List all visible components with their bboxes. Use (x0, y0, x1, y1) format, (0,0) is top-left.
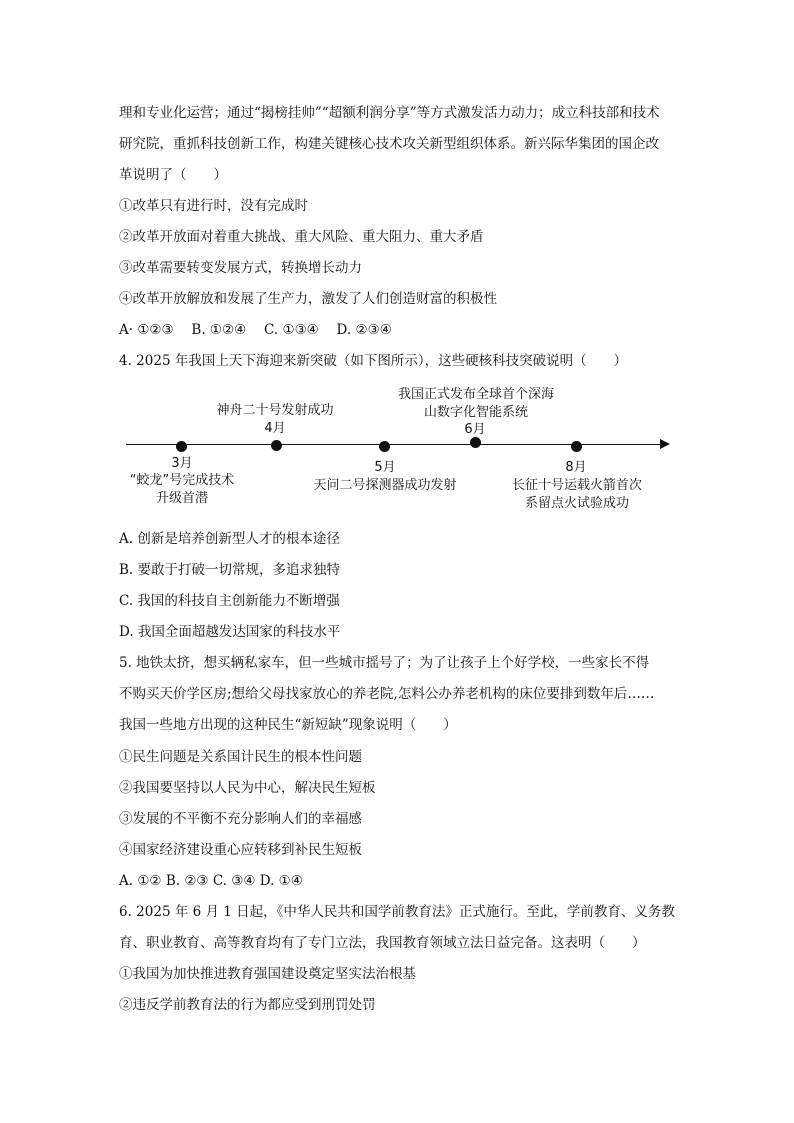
timeline-label-aug-line-1: 长征十号运载火箭首次 (511, 478, 642, 493)
timeline-point-mar (176, 441, 187, 452)
timeline-point-jun (470, 437, 481, 448)
q6-option-2: ②违反学前教育法的行为都应受到刑罚处罚 (119, 997, 376, 1013)
timeline-label-mar-line-2: 升级首潜 (155, 491, 208, 506)
q4-stem: 4. 2025 年我国上天下海迎来新突破（如下图所示），这些硬核科技突破说明（ ） (119, 353, 628, 369)
q5-option-4: ④国家经济建设重心应转移到补民生短板 (119, 842, 362, 858)
q3-option-1: ①改革只有进行时，没有完成时 (119, 198, 308, 214)
q5-stem-line-1: 5. 地铁太挤，想买辆私家车，但一些城市摇号了；为了让孩子上个好学校，一些家长不得 (119, 655, 650, 671)
q6-stem-line-1: 6. 2025 年 6 月 1 日起，《中华人民共和国学前教育法》正式施行。至此，学前教育、义务教 (119, 904, 675, 920)
q4-option-d: D. 我国全面超越发达国家的科技水平 (119, 624, 341, 640)
timeline-point-may (379, 441, 390, 452)
q6-option-1: ①我国为加快推进教育强国建设奠定坚实法治根基 (119, 966, 416, 982)
q6-stem-line-2: 育、职业教育、高等教育均有了专门立法，我国教育领域立法日益完备。这表明（ ） (119, 935, 646, 951)
timeline-month-may: 5月 (374, 460, 396, 475)
q3-option-2: ②改革开放面对着重大挑战、重大风险、重大阻力、重大矛盾 (119, 229, 484, 245)
timeline-arrow-icon (660, 439, 670, 449)
timeline-point-aug (571, 441, 582, 452)
q3-stem-line-3: 革说明了（ ） (119, 167, 227, 183)
timeline-month-aug: 8月 (565, 460, 587, 475)
timeline-month-mar: 3月 (171, 456, 193, 471)
q3-option-3: ③改革需要转变发展方式，转换增长动力 (119, 260, 362, 276)
q4-option-b: B. 要敢于打破一切常规，多追求独特 (119, 562, 341, 578)
q3-stem-line-1: 理和专业化运营；通过“揭榜挂帅”“超额利润分享”等方式激发活力动力；成立科技部和技术 (119, 105, 660, 121)
q5-option-1: ①民生问题是关系国计民生的根本性问题 (119, 749, 362, 765)
q5-choices: A. ①② B. ②③ C. ③④ D. ①④ (119, 873, 303, 889)
timeline-label-aug-line-2: 系留点火试验成功 (524, 496, 629, 511)
timeline-axis (126, 444, 663, 445)
q4-option-c: C. 我国的科技自主创新能力不断增强 (119, 593, 340, 609)
timeline-label-may: 天问二号探测器成功发射 (313, 478, 457, 493)
timeline-month-jun: 6月 (464, 422, 486, 437)
q5-stem-line-3: 我国一些地方出现的这种民生“新短缺”现象说明（ ） (119, 717, 457, 733)
timeline-label-jun-line-2: 山数字化智能系统 (423, 405, 528, 420)
timeline-point-apr (271, 440, 282, 451)
q3-option-4: ④改革开放解放和发展了生产力，激发了人们创造财富的积极性 (119, 291, 497, 307)
q5-option-3: ③发展的不平衡不充分影响人们的幸福感 (119, 811, 362, 827)
q5-option-2: ②我国要坚持以人民为中心，解决民生短板 (119, 780, 376, 796)
q4-option-a: A. 创新是培养创新型人才的根本途径 (119, 531, 340, 547)
q3-choices: A· ①②③ B. ①②④ C. ①③④ D. ②③④ (119, 322, 392, 338)
timeline-label-jun-line-1: 我国正式发布全球首个深海 (397, 387, 554, 402)
q5-stem-line-2: 不购买天价学区房;想给父母找家放心的养老院,怎料公办养老机构的床位要排到数年后…… (119, 686, 655, 702)
timeline-label-mar-line-1: “蛟龙”号完成技术 (129, 473, 235, 488)
q3-stem-line-2: 研究院，重抓科技创新工作，构建关键核心技术攻关新型组织体系。新兴际华集团的国企改 (119, 136, 659, 152)
timeline-label-apr: 神舟二十号发射成功 (216, 403, 334, 418)
timeline-month-apr: 4月 (264, 421, 286, 436)
